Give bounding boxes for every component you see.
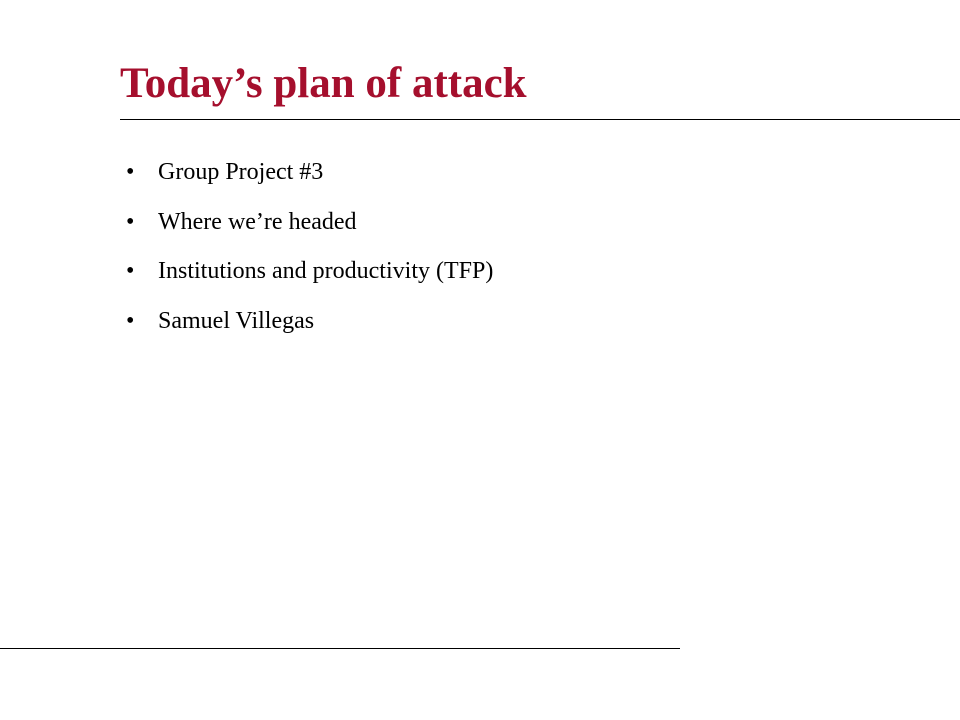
bullet-icon: • (126, 159, 135, 185)
bullet-icon: • (126, 258, 135, 284)
bullet-icon: • (126, 208, 135, 235)
bullet-text: Samuel Villegas (158, 307, 315, 334)
bullet-icon: • (126, 307, 135, 334)
footer-divider (0, 648, 680, 649)
bullet-text: Institutions and productivity (TFP) (158, 258, 494, 284)
bullet-text: Group Project #3 (158, 159, 324, 185)
bullet-text: Where we’re headed (158, 208, 357, 235)
title-divider (120, 119, 960, 120)
slide-title: Today’s plan of attack (120, 60, 527, 107)
